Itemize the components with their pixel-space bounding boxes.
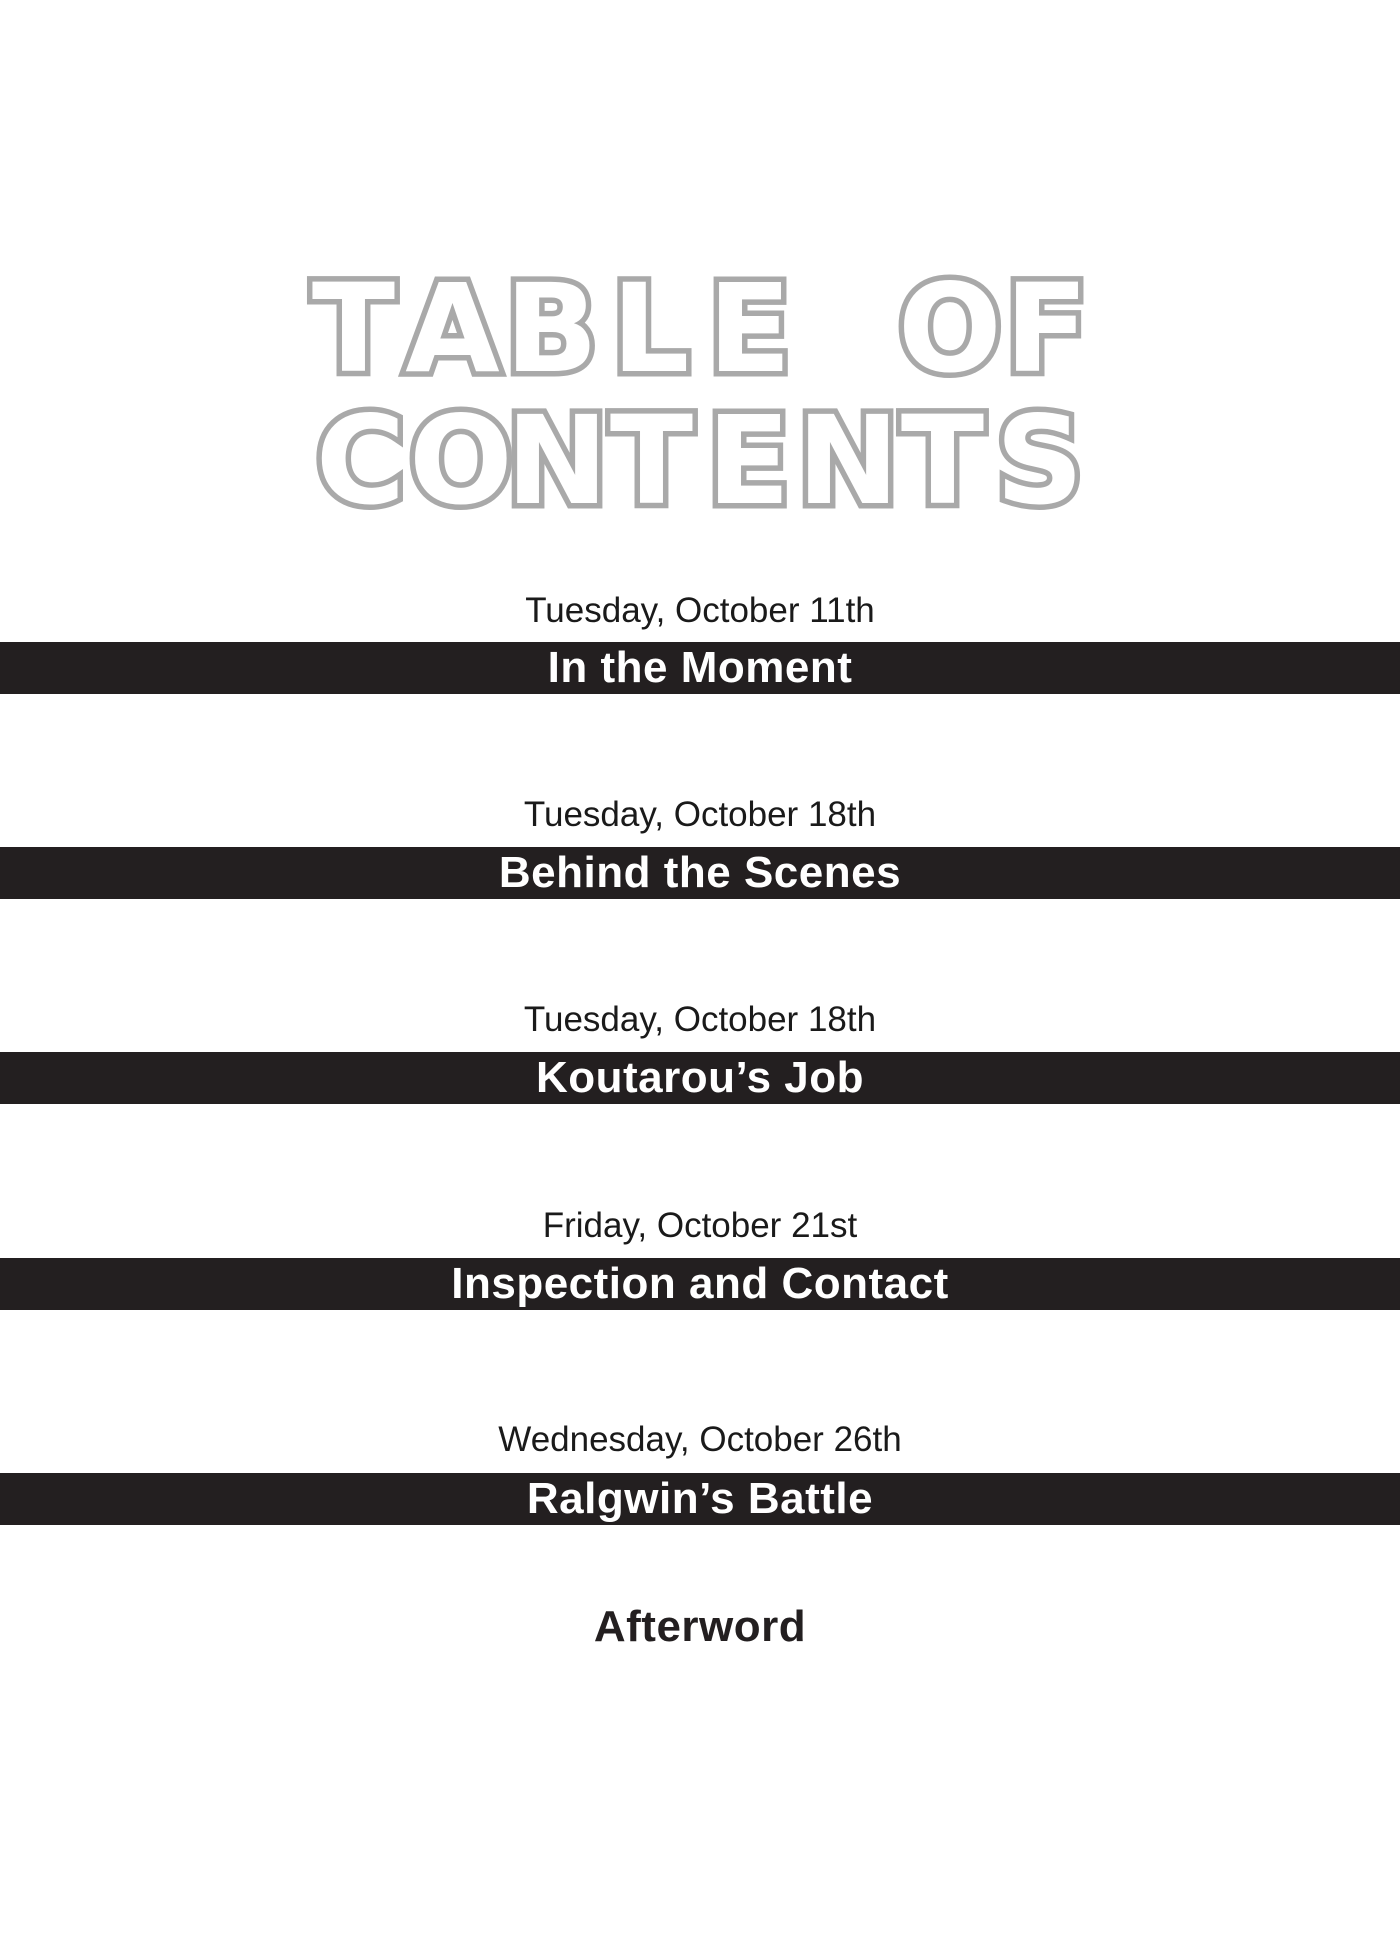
title-letter: N xyxy=(797,390,900,532)
entry-date: Friday, October 21st xyxy=(542,1206,858,1245)
title-letter: N xyxy=(506,390,609,532)
entry-title: Inspection and Contact xyxy=(451,1259,949,1308)
entry-title-bar[interactable] xyxy=(0,1052,1400,1104)
title-letter: S xyxy=(995,390,1084,532)
title-letter xyxy=(799,268,898,390)
entry-title-bar[interactable] xyxy=(0,1258,1400,1310)
entry-date: Tuesday, October 18th xyxy=(523,795,877,834)
title-letter: T xyxy=(609,390,694,532)
entry-title-bar[interactable] xyxy=(0,1473,1400,1525)
entry-title: In the Moment xyxy=(547,643,853,692)
title-letter: T xyxy=(900,390,985,532)
entry-date: Tuesday, October 18th xyxy=(523,1000,877,1039)
title-letter: L xyxy=(611,258,690,400)
entry-title: Behind the Scenes xyxy=(498,848,902,897)
entry-date: Tuesday, October 11th xyxy=(525,591,875,630)
page-title-line-1 xyxy=(0,258,1400,400)
entry-title: Ralgwin’s Battle xyxy=(526,1474,874,1523)
page-title-line-2 xyxy=(0,390,1400,532)
entry-date: Wednesday, October 26th xyxy=(498,1420,902,1459)
title-letter: C xyxy=(315,390,406,532)
entry-title-bar[interactable] xyxy=(0,642,1400,694)
title-letter: O xyxy=(409,390,513,532)
title-letter: T xyxy=(311,258,396,400)
entry-title: Koutarou’s Job xyxy=(535,1053,865,1102)
title-letter: E xyxy=(707,258,792,400)
title-letter: F xyxy=(1004,258,1089,400)
title-letter: E xyxy=(706,390,791,532)
title-letter: O xyxy=(898,258,1002,400)
afterword-entry[interactable]: Afterword xyxy=(593,1602,807,1651)
entry-title-bar[interactable] xyxy=(0,847,1400,899)
title-letter: B xyxy=(505,258,598,400)
title-letter: A xyxy=(405,258,500,400)
